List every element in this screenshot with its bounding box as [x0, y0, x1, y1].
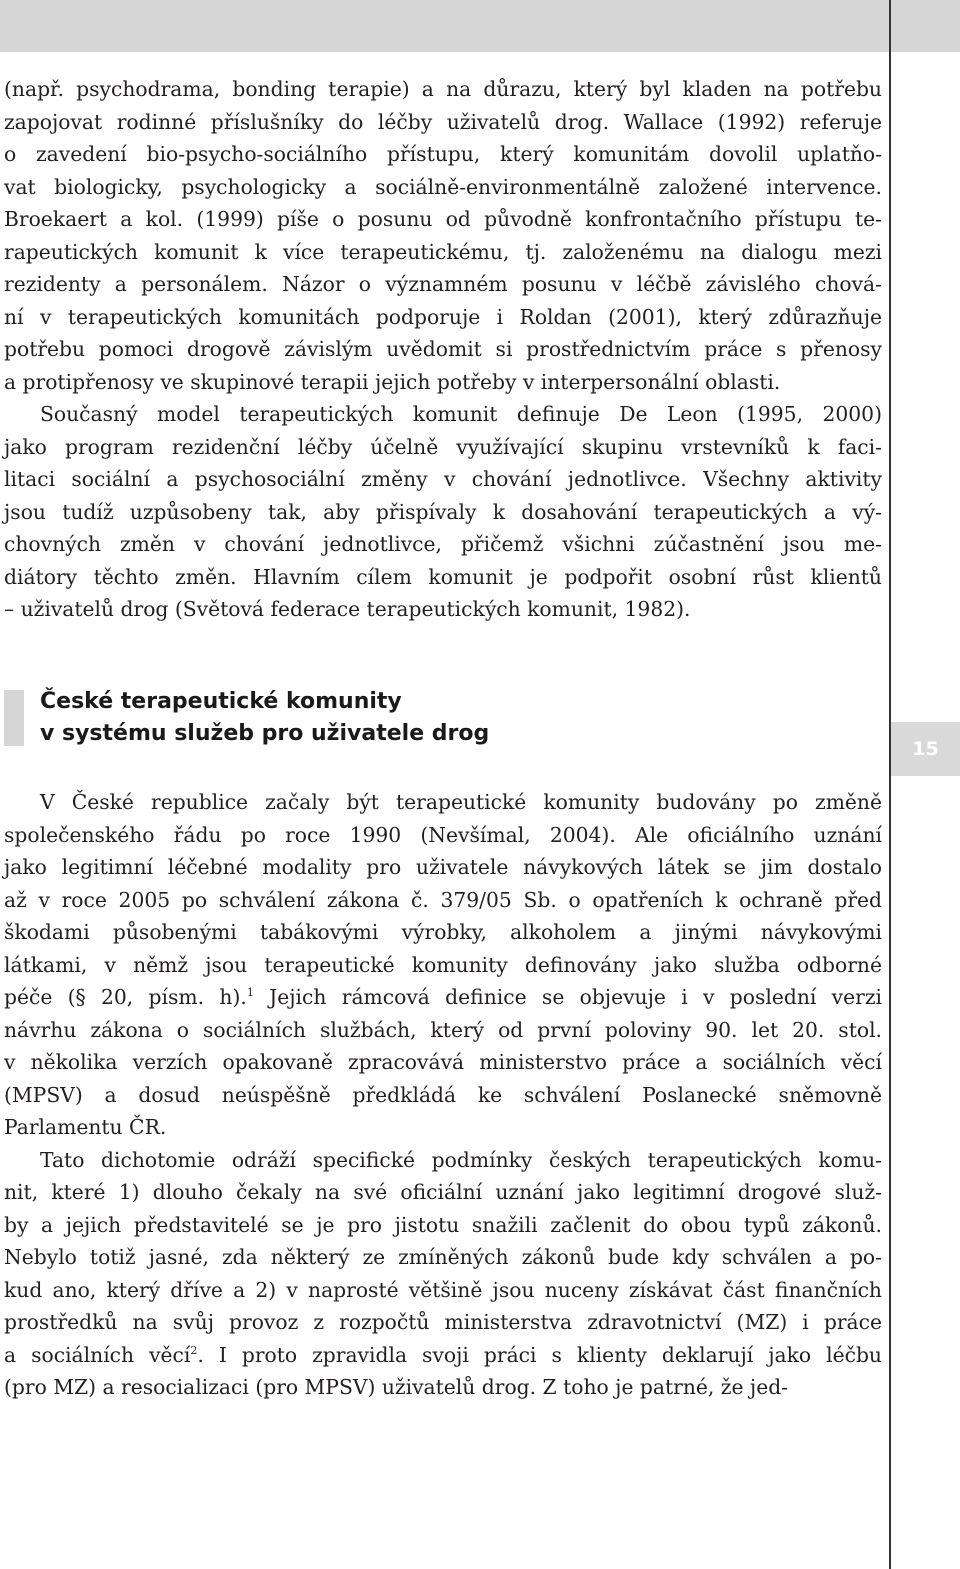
text-line: Broekaert a kol. (1999) píše o posunu od původně konfrontačního přístupu te-	[4, 207, 882, 231]
text-line: péče (§ 20, písm. h).$^1$ Jejich rámcová definice se objevuje i v poslední verzi	[4, 985, 882, 1009]
text-line: Současný model terapeutických komunit definuje De Leon (1995, 2000)	[40, 402, 882, 426]
text-line: Tato dichotomie odráží specifické podmínky českých terapeutických komu-	[40, 1147, 882, 1172]
section-heading-line: v systému služeb pro uživatele drog	[40, 721, 490, 746]
text-line: diátory těchto změn. Hlavním cílem komunit je podpořit osobní růst klientů	[4, 564, 882, 589]
text-line: rapeutických komunit k více terapeutickému, tj. založenému na dialogu mezi	[4, 239, 882, 264]
footnote-marker: 2	[190, 1343, 198, 1357]
text-line: prostředků na svůj provoz z rozpočtů ministerstva zdravotnictví (MZ) i práce	[4, 1310, 882, 1334]
text-line: jsou tudíž uzpůsobeny tak, aby přispívaly k dosahování terapeutických a vý-	[4, 499, 882, 524]
paragraph	[4, 73, 882, 398]
text-line: společenského řádu po roce 1990 (Nevšímal, 2004). Ale oficiálního uznání	[4, 822, 882, 847]
text-line: o zavedení bio-psycho-sociálního přístupu, který komunitám dovolil uplatňo-	[4, 142, 882, 166]
text-line: (např. psychodrama, bonding terapie) a na důrazu, který byl kladen na potřebu	[4, 77, 882, 101]
paragraph	[4, 786, 882, 1144]
text-line: až v roce 2005 po schválení zákona č. 379/05 Sb. o opatřeních k ochraně před	[4, 887, 882, 912]
text-line: zapojovat rodinné příslušníky do léčby uživatelů drog. Wallace (1992) referuje	[4, 109, 882, 134]
paragraph	[4, 398, 882, 626]
text-line: V České republice začaly být terapeutické komunity budovány po změně	[40, 790, 882, 814]
text-line: litaci sociální a psychosociální změny v chování jednotlivce. Všechny aktivity	[4, 467, 882, 491]
text-line: návrhu zákona o sociálních službách, který od první poloviny 90. let 20. stol.	[4, 1017, 882, 1042]
text-line: ní v terapeutických komunitách podporuje i Roldan (2001), který zdůrazňuje	[4, 304, 882, 329]
text-line: chovných změn v chování jednotlivce, přičemž všichni zúčastnění jsou me-	[4, 532, 882, 556]
text-line: rezidenty a personálem. Názor o významném posunu v léčbě závislého chová-	[4, 272, 882, 296]
text-line: a protipřenosy ve skupinové terapii jejich potřeby v interpersonální oblasti.	[4, 369, 781, 394]
text-line: látkami, v němž jsou terapeutické komunity definovány jako služba odborné	[4, 952, 882, 977]
text-line: vat biologicky, psychologicky a sociálně-environmentálně založené intervence.	[4, 174, 882, 199]
text-line: a sociálních věcí$^2$. I proto zpravidla svoji práci s klienty deklarují jako léčbu	[4, 1342, 882, 1367]
section-heading-line: České terapeutické komunity	[40, 689, 402, 714]
text-line: jako program rezidenční léčby účelně využívající skupinu vrstevníků k faci-	[4, 434, 882, 459]
text-line: (MPSV) a dosud neúspěšně předkládá ke schválení Poslanecké sněmovně	[4, 1082, 882, 1107]
page-number: 15	[912, 738, 939, 760]
paragraph	[4, 1144, 882, 1404]
section-heading	[40, 686, 800, 750]
text-line: Parlamentu ČR.	[4, 1115, 167, 1139]
text-line: potřebu pomoci drogově závislým uvědomit si prostřednictvím práce s přenosy	[4, 337, 882, 361]
text-line: kud ano, který dříve a 2) v naprosté většině jsou nuceny získávat část finančních	[4, 1277, 882, 1302]
body-text-bottom	[4, 786, 882, 1404]
section-marker	[4, 690, 24, 746]
text-line: (pro MZ) a resocializaci (pro MPSV) uživatelů drog. Z toho je patrné, že jed-	[4, 1375, 789, 1399]
text-line: – uživatelů drog (Světová federace terapeutických komunit, 1982).	[4, 597, 691, 621]
text-line: Nebylo totiž jasné, zda některý ze zmíněných zákonů bude kdy schválen a po-	[4, 1245, 882, 1269]
text-line: by a jejich představitelé se je pro jistotu snažili začlenit do obou typů zákonů.	[4, 1212, 882, 1237]
text-line: škodami působenými tabákovými výrobky, alkoholem a jinými návykovými	[4, 920, 882, 944]
margin-rule	[889, 0, 891, 1569]
text-line: nit, které 1) dlouho čekaly na své oficiální uznání jako legitimní drogové služ-	[4, 1180, 882, 1204]
header-bar	[0, 0, 960, 52]
body-text-top	[4, 73, 882, 626]
page-number-tab	[891, 722, 960, 776]
footnote-marker: 1	[246, 986, 254, 999]
text-line: v několika verzích opakovaně zpracovává ministerstvo práce a sociálních věcí	[4, 1050, 882, 1074]
text-line: jako legitimní léčebné modality pro uživatele návykových látek se jim dostalo	[4, 855, 882, 879]
